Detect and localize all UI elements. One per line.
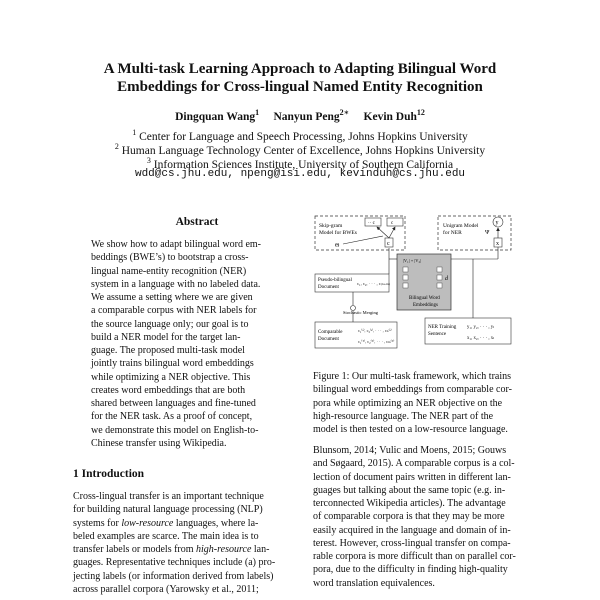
- body-line: guages but talking about the same topic (e.g. in-: [313, 484, 506, 496]
- abstract-line: system in a language with no labeled data.: [91, 278, 261, 290]
- abstract-heading: Abstract: [175, 216, 219, 228]
- caption-line: high-resource language. The NER part of the: [313, 410, 494, 422]
- intro-line: for building natural language processing (NLP): [73, 504, 263, 516]
- body-line: easily acquired in the language and domain of in-: [313, 524, 511, 536]
- abstract-line: we demonstrate this model on English-to-: [91, 424, 259, 436]
- context-node-left-label: ·· c: [368, 221, 375, 226]
- intro-line: beled examples are scarce. The main idea is to: [73, 530, 259, 542]
- abstract-line: build a NER model for the target lan-: [91, 331, 241, 343]
- title-line-1: A Multi-task Learning Approach to Adapting Bilingual Word: [103, 61, 497, 77]
- body-line: and Søgaard, 2015). A comparable corpus is a col-: [313, 458, 515, 470]
- body-line: rable corpora is more difficult than on parallel cor-: [313, 551, 516, 562]
- merge-label: Stochastic Merging: [343, 310, 379, 315]
- comparable-doc-box: [315, 322, 397, 348]
- paper-title: [40, 60, 560, 96]
- context-node-right-label: c: [391, 221, 394, 226]
- affil-mark: 2: [114, 142, 119, 151]
- embedding-dim: d: [445, 276, 448, 282]
- ner-sentence-label: NER Training: [428, 325, 457, 330]
- body-line: Blunsom, 2014; Vulic and Moens, 2015; Gouws: [313, 445, 507, 456]
- title-line-2: Embeddings for Cross-lingual Named Entity Recognition: [117, 79, 483, 95]
- ner-model-label: Unigram Model: [443, 223, 479, 229]
- abstract-line: We show how to adapt bilingual word em-: [91, 239, 261, 250]
- author-emails: wdd@cs.jhu.edu, npeng@isi.edu, kevinduh@cs.jhu.edu: [134, 168, 466, 180]
- author-name: Kevin Duh: [363, 110, 417, 123]
- intro-emphasis: high-resource: [196, 544, 252, 555]
- abstract-line: We assume a setting where we are given: [91, 292, 253, 303]
- intro-line: [73, 543, 295, 556]
- body-line: word translation equivalences.: [313, 577, 435, 589]
- body-line: of comparable corpora is that they may be more: [313, 511, 505, 523]
- pseudo-bilingual-label: Document: [318, 285, 339, 290]
- author-list: [40, 107, 560, 123]
- context-node-right: [387, 218, 403, 226]
- affil-text: Center for Language and Speech Processing, Johns Hopkins University: [139, 130, 468, 143]
- caption-line: model is then tested on a low-resource language.: [313, 424, 508, 435]
- author-mark: 2∗: [339, 108, 350, 117]
- abstract-line: lingual name-entity recognition (NER): [91, 265, 247, 277]
- abstract-line: jointly trains bilingual word embeddings: [91, 358, 254, 370]
- body-line: terest. However, cross-lingual transfer on compa-: [313, 537, 511, 549]
- comparable-label: Comparable: [318, 330, 343, 335]
- intro-heading: 1 Introduction: [73, 468, 145, 480]
- arrow-ctx-left: [377, 227, 389, 238]
- affil-mark: 1: [132, 128, 137, 137]
- word-sequence: x₁, x₂, · · · , xₗ: [467, 336, 495, 341]
- intro-line: jecting labels (or information derived from labels): [73, 570, 274, 582]
- abstract-line: while optimizing a NER objective. This: [91, 371, 251, 383]
- skipgram-label: Model for BWEs: [319, 230, 357, 236]
- caption-line: Figure 1: Our multi-task framework, which trains: [313, 371, 512, 382]
- body-line: lection of document pairs written in different lan-: [313, 471, 511, 483]
- label-sequence: y₁, y₂, · · · , yₗ: [467, 325, 495, 330]
- embedding-cell: [437, 283, 442, 288]
- figure-1-diagram: [313, 214, 513, 350]
- psi-symbol: Ψ: [485, 230, 490, 236]
- author-name: Nanyun Peng: [273, 110, 340, 123]
- embedding-cell: [403, 267, 408, 272]
- intro-text: languages, where la-: [173, 517, 259, 529]
- comparable-label: Document: [318, 337, 339, 342]
- intro-text: transfer labels or models from: [73, 544, 197, 555]
- intro-emphasis: low-resource: [121, 517, 174, 529]
- body-line: terconnected Wikipedia articles). The advantage: [313, 498, 506, 509]
- author-mark: 12: [416, 108, 425, 117]
- ner-model-label: for NER: [443, 230, 462, 236]
- abstract-line: creates word embeddings that are both: [91, 384, 246, 396]
- abstract-line: for the NER task. As a proof of concept,: [91, 411, 253, 423]
- embedding-cell: [403, 283, 408, 288]
- intro-line: Cross-lingual transfer is an important technique: [73, 491, 264, 502]
- theta-symbol: Θ: [335, 243, 340, 249]
- embedding-label: Bilingual Word: [409, 296, 440, 301]
- intro-line: across parallel corpora (Yarowsky et al., 2011;: [73, 583, 259, 595]
- abstract-line: shared between languages and fine-tuned: [91, 398, 256, 409]
- author-mark: 1: [255, 108, 260, 117]
- abstract-line: the source language only; our goal is to: [91, 318, 249, 330]
- target-sequence: c₁⁽ᵀ⁾, c₂⁽ᵀ⁾, · · · , cₘ⁽ᵀ⁾: [358, 339, 395, 344]
- embedding-cell: [403, 275, 408, 280]
- center-word-label: c: [387, 241, 390, 247]
- intro-text: systems for: [73, 517, 122, 529]
- pseudo-bilingual-label: Pseudo-bilingual: [318, 278, 352, 283]
- abstract-line: a comparable corpus with NER labels for: [91, 305, 257, 317]
- intro-body: [73, 490, 295, 596]
- source-sequence: c₁⁽ˢ⁾, c₂⁽ˢ⁾, · · · , cₙ⁽ˢ⁾: [358, 328, 392, 333]
- arrow-ctx-right: [389, 227, 395, 238]
- embedding-header: |V₁| + |V₂|: [403, 258, 422, 263]
- col2-body: [313, 444, 525, 590]
- abstract-line: Chinese transfer using Wikipedia.: [91, 437, 227, 449]
- caption-line: bilingual word embeddings from comparable cor-: [313, 384, 512, 396]
- embedding-cell: [437, 275, 442, 280]
- affil-text: Human Language Technology Center of Excellence, Johns Hopkins University: [121, 144, 486, 157]
- skipgram-label: Skip-gram: [319, 223, 343, 229]
- figure-caption: [313, 370, 523, 436]
- affil-text: Information Sciences Institute, University of Southern California: [153, 158, 454, 171]
- body-line: pora, due to the difficulty in finding high-quality: [313, 564, 508, 576]
- label-node-text: y: [495, 220, 499, 226]
- theta-edge: [343, 236, 383, 244]
- pseudo-sequence: c₁, c₂, · · · , c₍ₙ₊ₘ₎: [357, 281, 391, 286]
- intro-text: lan-: [251, 544, 270, 555]
- intro-line: guages. Representative techniques include (a) pro-: [73, 557, 276, 569]
- author-name: Dingquan Wang: [175, 110, 256, 123]
- ner-sentence-label: Sentence: [428, 332, 447, 337]
- abstract-line: beddings (BWE’s) to bootstrap a cross-: [91, 252, 249, 264]
- embedding-label: Embeddings: [413, 303, 438, 308]
- abstract-body: [91, 238, 303, 450]
- caption-line: pora while optimizing an NER objective on the: [313, 397, 503, 409]
- embedding-cell: [437, 267, 442, 272]
- abstract-line: guage. The proposed multi-task model: [91, 345, 245, 356]
- intro-line: [73, 517, 295, 530]
- affil-mark: 3: [146, 156, 151, 165]
- input-word-label: x: [496, 241, 499, 247]
